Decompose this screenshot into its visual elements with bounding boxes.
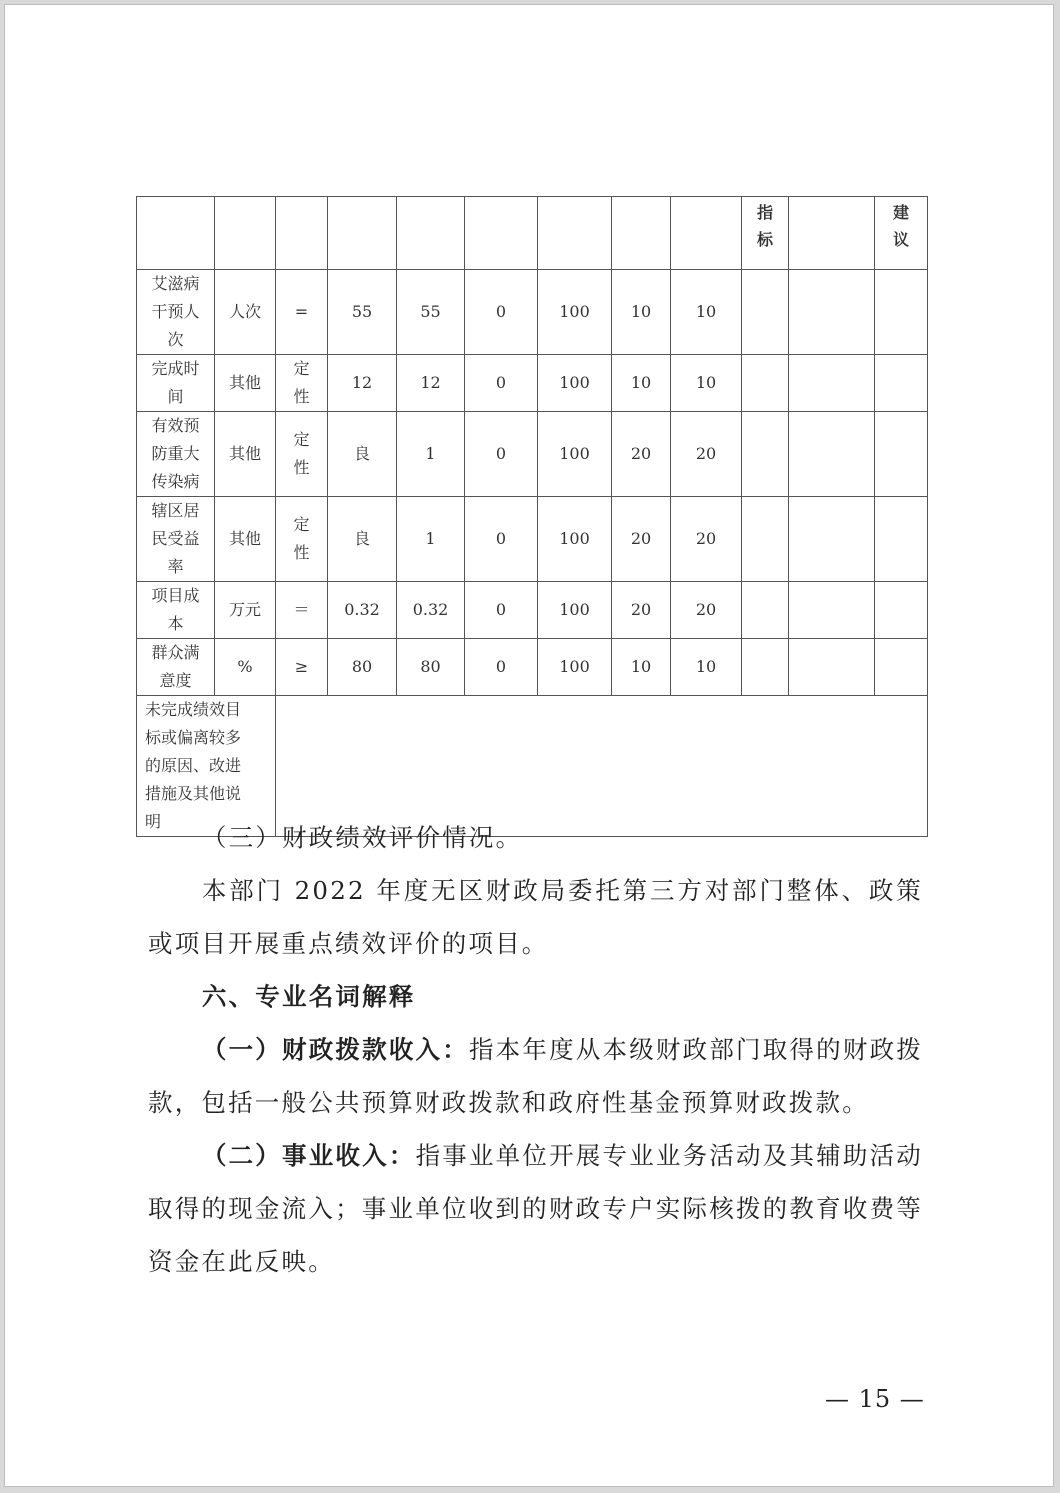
table-row: 完成时间 其他 定性 12 12 0 100 10 10: [137, 355, 928, 412]
section-6-heading: 六、专业名词解释: [201, 982, 416, 1011]
table-row: 群众满意度 % ≥ 80 80 0 100 10 10: [137, 639, 928, 696]
term-2-title: （二）事业收入：: [201, 1141, 416, 1170]
body-text: [148, 811, 923, 1288]
table-header-row: [137, 197, 928, 270]
term-1-title: （一）财政拨款收入：: [201, 1035, 469, 1064]
table-row: 艾滋病干预人次 人次 = 55 55 0 100 10 10: [137, 270, 928, 355]
term-1-paragraph: [148, 1023, 923, 1129]
table-row: 有效预防重大传染病 其他 定性 良 1 0 100 20 20: [137, 412, 928, 497]
table-row: 项目成本 万元 ＝ 0.32 0.32 0 100 20 20: [137, 582, 928, 639]
term-1-body: 指本年度从本级财政部门取得的财政拨款，包括一般公共预算财政拨款和政府性基金预算财政拨款。: [148, 1035, 923, 1117]
subsection-3-body: 本部门 2022 年度无区财政局委托第三方对部门整体、政策或项目开展重点绩效评价的项目。: [148, 876, 923, 958]
footer-label: 未完成绩效目标或偏离较多的原因、改进措施及其他说明: [137, 696, 276, 837]
term-2-paragraph: [148, 1129, 923, 1288]
performance-table: [136, 196, 928, 837]
term-2-body: 指事业单位开展专业业务活动及其辅助活动取得的现金流入；事业单位收到的财政专户实际核拨的教育收费等资金在此反映。: [148, 1141, 923, 1276]
page-number: — 15 —: [825, 1385, 925, 1413]
header-indicator: 指标: [742, 197, 789, 270]
table-row: 辖区居民受益率 其他 定性 良 1 0 100 20 20: [137, 497, 928, 582]
header-suggestion: 建议: [875, 197, 928, 270]
subsection-3-heading: （三）财政绩效评价情况。: [201, 823, 523, 852]
document-page: [4, 4, 1054, 1487]
